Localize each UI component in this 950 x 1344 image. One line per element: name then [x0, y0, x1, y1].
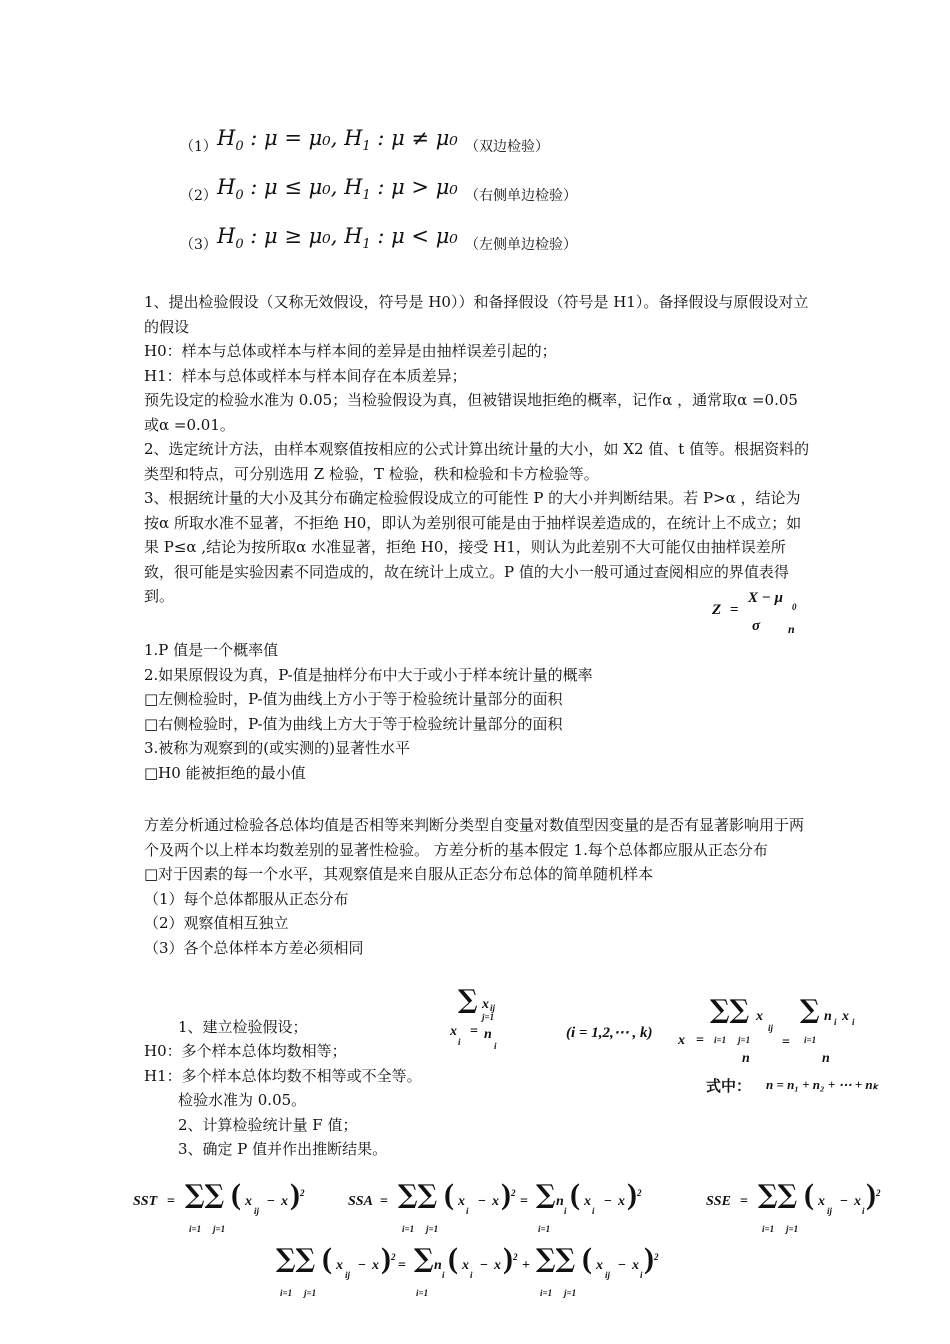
- hypothesis-1-h0: μ = μ₀: [264, 126, 331, 150]
- step-3-text: 3、根据统计量的大小及其分布确定检验假设成立的可能性 P 的大小并判断结果。若 P>α ，结论为按α 所取水准不显著，不拒绝 H0，即认为差别很可能是由于抽样误差造成的，在统计上不成立；如果 P≤α ,结论为按所取α 水准显著，拒绝 H0，接受 H1，则认为此差别不大可能仅由抽样误差所致，很可能是实验因素不同造成的，故在统计上成立。P 值的大小一般可通过查阅相应的界值表得到。: [144, 489, 802, 605]
- ssa-formula: SSA = ∑∑ ( x i − x ) 2 = ∑ n i ( x i − x ) 2 i=1 j=1 i=1: [348, 1178, 642, 1234]
- hypothesis-3-h0: μ ≥ μ₀: [264, 224, 331, 248]
- total-n-formula: n = n₁ + n₂ + ⋯ + nₖ: [766, 1077, 879, 1092]
- hypothesis-2-number: （2）: [180, 188, 217, 204]
- hypothesis-3-label: （左侧单边检验）: [465, 237, 577, 253]
- hypothesis-test-steps: [144, 290, 812, 609]
- hypothesis-2-h0: μ ≤ μ₀: [264, 175, 331, 199]
- sse-label: SSE: [706, 1194, 731, 1209]
- sst-label: SST: [133, 1194, 158, 1209]
- hypothesis-3-number: （3）: [180, 237, 217, 253]
- ss-decomposition-formula: ∑∑ ( x ij − x ) 2 = ∑ n i ( x i − x ) 2 + ∑∑ ( x ij − x i ) 2 i=1 j=1 i=1 i=1 j=1: [276, 1242, 659, 1298]
- ssa-label: SSA: [348, 1194, 373, 1209]
- hypothesis-3-h1: μ < μ₀: [391, 224, 458, 248]
- anova-intro: 方差分析通过检验各总体均值是否相等来判断分类型自变量对数值型因变量的是否有显著影响用于两个及两个以上样本均数差别的显著性检验。 方差分析的基本假定 1.每个总体都应服从正态分布: [144, 816, 805, 859]
- step-2-text: 2、选定统计方法，由样本观察值按相应的公式计算出统计量的大小，如 X2 值、t 值等。根据资料的类型和特点，可分别选用 Z 检验，T 检验，秩和检验和卡方检验等。: [144, 440, 810, 483]
- anova-h1: H1：多个样本总体均数不相等或不全等。: [144, 1067, 422, 1085]
- p-value-line-6: □H0 能被拒绝的最小值: [144, 763, 306, 782]
- step-1-text: 1、提出检验假设（又称无效假设，符号是 H0））和备择假设（符号是 H1）。备择假设与原假设对立的假设: [144, 293, 809, 336]
- z-formula-eq: =: [730, 602, 739, 618]
- sse-formula: SSE = ∑∑ ( x ij − x i ) 2 i=1 j=1: [706, 1178, 881, 1234]
- p-value-line-4: □右侧检验时，P-值为曲线上方大于等于检验统计量部分的面积: [144, 714, 563, 733]
- anova-step-3: 3、确定 P 值并作出推断结果。: [178, 1140, 388, 1158]
- anova-assumption-sample: □对于因素的每一个水平，其观察值是来自服从正态分布总体的简单随机样本: [144, 865, 654, 883]
- grand-mean-formula: ∑∑ x ij x = i=1 j=1 n = ∑ n i x i i=1 n: [678, 995, 855, 1066]
- hypothesis-2-h1: μ > μ₀: [391, 175, 458, 199]
- anova-assumption-1: （1）每个总体都服从正态分布: [144, 889, 349, 908]
- significance-level-text: 预先设定的检验水准为 0.05；当检验假设为真，但被错误地拒绝的概率，记作α ，通常取α =0.05 或α =0.01。: [144, 391, 798, 434]
- p-value-line-3: □左侧检验时，P-值为曲线上方小于等于检验统计量部分的面积: [144, 690, 563, 708]
- z-formula-denominator-sub: n: [788, 622, 795, 636]
- z-formula-lhs: Z: [712, 602, 722, 618]
- anova-level: 检验水准为 0.05。: [178, 1091, 307, 1109]
- group-mean-formula: ∑ x ij x i = j=1 n i: [450, 985, 497, 1051]
- hypothesis-1-formula: $H_0$ : μ = μ₀, $H_1$ : μ ≠ μ₀: [217, 126, 458, 155]
- anova-assumption-3: （3）各个总体样本方差必须相同: [144, 938, 364, 957]
- anova-assumption-2: （2）观察值相互独立: [144, 914, 289, 932]
- p-value-line-2: 2.如果原假设为真，P-值是抽样分布中大于或小于样本统计量的概率: [144, 665, 593, 684]
- where-label: 式中：: [706, 1077, 752, 1095]
- hypothesis-1-number: （1）: [180, 139, 217, 155]
- anova-h0: H0：多个样本总体均数相等；: [144, 1042, 347, 1060]
- hypothesis-1-h1: μ ≠ μ₀: [391, 126, 458, 150]
- anova-step-2: 2、计算检验统计量 F 值；: [178, 1116, 358, 1134]
- hypothesis-2-label: （右侧单边检验）: [465, 188, 577, 204]
- hypothesis-2-formula: $H_0$ : μ ≤ μ₀, $H_1$ : μ > μ₀: [217, 175, 458, 204]
- z-formula-numerator-sub: 0: [792, 602, 797, 612]
- sst-formula: SST = ∑∑ ( x ij − x ) 2 i=1 j=1: [133, 1178, 305, 1234]
- anova-section: [144, 813, 812, 960]
- z-formula-numerator: X − μ: [748, 590, 783, 606]
- p-value-line-1: 1.P 值是一个概率值: [144, 641, 279, 659]
- p-value-section: [144, 638, 812, 785]
- z-formula: [712, 590, 812, 640]
- anova-step-1: 1、建立检验假设；: [178, 1018, 308, 1036]
- p-value-line-5: 3.被称为观察到的(或实测的)显著性水平: [144, 739, 411, 757]
- z-formula-denominator: σ: [752, 618, 761, 634]
- h0-definition: H0：样本与总体或样本与样本间的差异是由抽样误差引起的；: [144, 342, 557, 360]
- index-range: (i = 1,2,⋯ , k): [566, 1025, 653, 1041]
- hypothesis-3-formula: $H_0$ : μ ≥ μ₀, $H_1$ : μ < μ₀: [217, 224, 458, 253]
- hypothesis-1-label: （双边检验）: [465, 139, 549, 155]
- h1-definition: H1：样本与总体或样本与样本间存在本质差异；: [144, 366, 467, 385]
